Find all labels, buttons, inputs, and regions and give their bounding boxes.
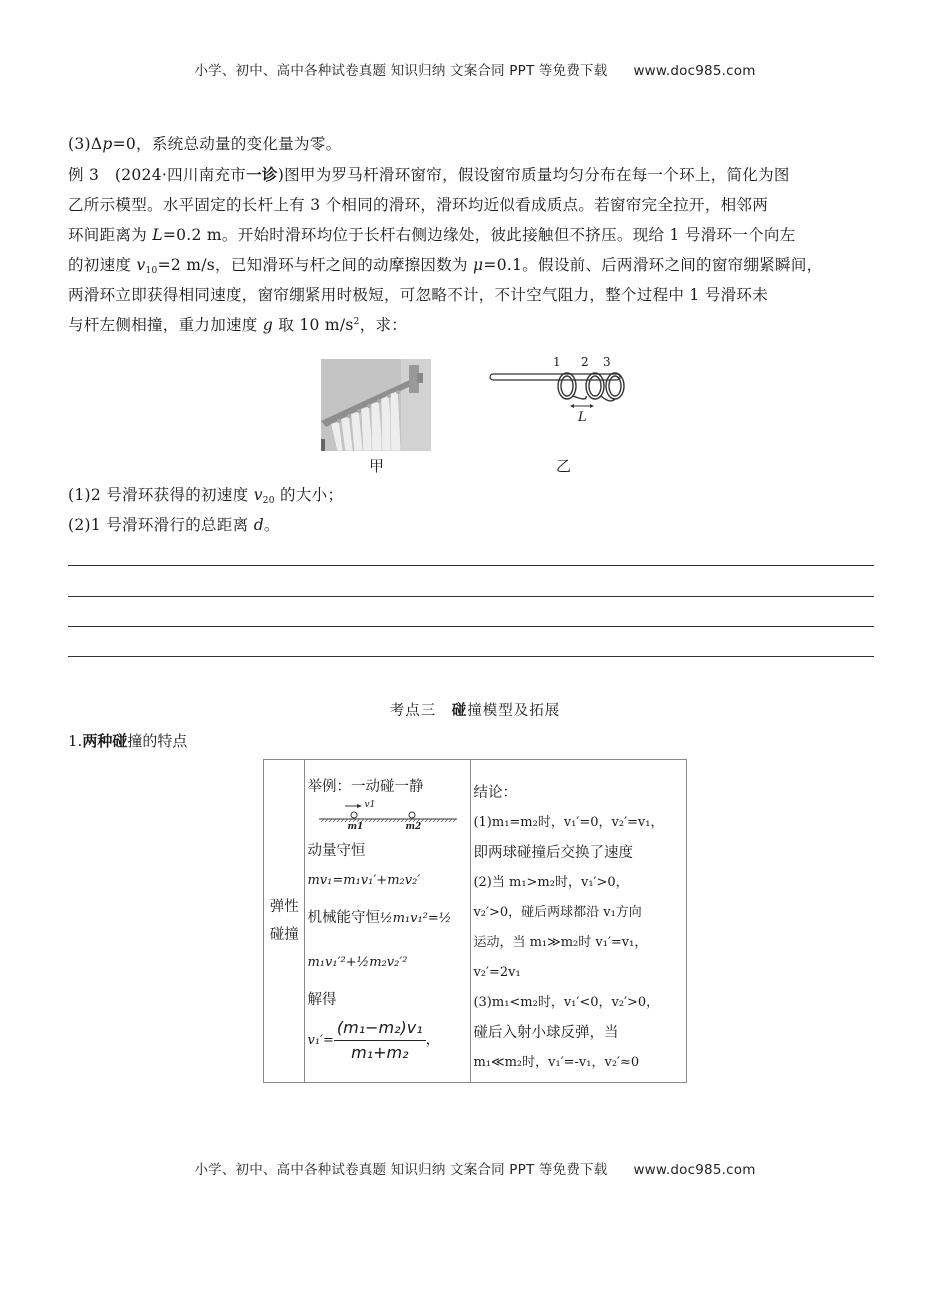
energy-equation-a: ½m₁v₁²=½ [379,911,452,926]
example-text: =0.2 m。开始时滑环均位于长杆右侧边缘处，彼此接触但不挤压。现给 1 号滑环一个向左 [162,226,796,244]
answer-line[interactable] [68,565,874,566]
footer-url[interactable]: www.doc985.com [633,1162,756,1178]
diagram-m2-label: m2 [405,822,422,832]
ring-diagram [488,352,638,442]
example-text: 乙所示模型。水平固定的长杆上有 3 个相同的滑环，滑环均近似看成质点。若窗帘完全拉开，相邻两 [68,196,769,214]
section-bold: 碰 [451,703,468,719]
question-var: v [253,486,263,504]
header-url[interactable]: www.doc985.com [633,63,756,79]
solution-lhs: v₁′= [307,1033,334,1048]
question-text: 的大小； [274,486,344,504]
example-source-bold: 一诊 [246,166,278,184]
intro-rest: =0，系统总动量的变化量为零。 [112,135,342,153]
energy-line [307,896,468,941]
solution-line [307,1015,468,1066]
ring-number-1: 1 [553,355,561,369]
table-row [264,760,687,1083]
solution-denominator: m₁+m₂ [351,1042,409,1062]
example-text: =2 m/s，已知滑环与杆之间的动摩擦因数为 [157,256,474,274]
question-2 [68,510,280,540]
var-sq: 2 [353,317,360,327]
momentum-title: 动量守恒 [307,843,366,859]
energy-title: 机械能守恒 [307,910,380,926]
momentum-equation: mv₁=m₁v₁′+m₂v₂′ [307,873,421,888]
var-L: L [152,226,163,244]
example-caption: 举例：一动碰一静 [307,779,424,795]
intro-var: p [102,135,113,153]
example-text: 图甲为罗马杆滑环窗帘，假设窗帘质量均匀分布在每一个环上，简化为图 [284,166,790,184]
solve-title: 解得 [307,992,337,1008]
footer-text: 小学、初中、高中各种试卷真题 知识归纳 文案合同 PPT 等免费下载 [194,1162,608,1178]
page-header [0,59,950,79]
section-title [0,699,950,720]
conclusion-line: (1)m₁=m₂时，v₁′=0，v₂′=v₁， [473,815,664,830]
answer-line[interactable] [68,626,874,627]
question-text: (2)1 号滑环滑行的总距离 [68,516,254,534]
collision-table [263,759,687,1083]
conclusion-line: (3)m₁<m₂时，v₁′<0，v₂′>0， [473,995,660,1010]
row-header-cell [264,760,305,1083]
question-var-sub: 20 [262,496,275,506]
example-line-2 [68,190,768,220]
example-line-6 [68,310,407,340]
example-source-open: (2024·四川南充市 [114,166,247,184]
solution-tail: ， [425,1032,441,1048]
page-footer [0,1158,950,1178]
example-text: 与杆左侧相撞，重力加速度 [68,316,263,334]
conclusion-line: 运动，当 m₁≫m₂时 v₁′=v₁， [473,935,648,950]
example-text: 的初速度 [68,256,137,274]
example-text: =0.1。假设前、后两滑环之间的窗帘绷紧瞬间， [483,256,823,274]
var-v-sub: 10 [145,266,158,276]
two-balls-on-ground-icon [307,802,467,832]
diagram-v1-label: v1 [364,800,376,810]
example-line-5 [68,280,768,310]
subsection-bold: 两种碰 [82,732,128,750]
answer-line[interactable] [68,596,874,597]
conclusion-line: 即两球碰撞后交换了速度 [473,845,633,861]
conclusion-line: 碰后入射小球反弹，当 [473,1025,619,1041]
conclusion-line: v₂′=2v₁ [473,965,521,980]
example-text: 环间距离为 [68,226,153,244]
distance-label: L [578,410,587,425]
subsection-rest: 撞的特点 [127,732,188,750]
intro-prefix: (3)Δ [68,135,103,153]
question-var: d [253,516,264,534]
conclusion-line: m₁≪m₂时，v₁′=-v₁，v₂′≈0 [473,1055,640,1070]
solution-numerator: (m₁−m₂)v₁ [334,1016,426,1041]
var-mu: μ [473,256,484,274]
conclusion-line: v₂′>0，碰后两球都沿 v₁方向 [473,905,642,920]
question-text: 。 [263,516,280,534]
derivation-cell [305,760,471,1083]
intro-line [68,129,341,159]
ring-number-2: 2 [581,355,589,369]
example-label: 例 3 [68,166,100,184]
conclusion-line: (2)当 m₁>m₂时，v₁′>0， [473,875,629,890]
subsection-number: 1. [68,732,83,750]
answer-line[interactable] [68,656,874,657]
question-text: (1)2 号滑环获得的初速度 [68,486,254,504]
conclusion-title: 结论： [473,785,517,801]
conclusion-cell [471,760,687,1083]
section-prefix: 考点三 [389,703,452,719]
figure-label-right: 乙 [556,457,572,475]
ring-number-3: 3 [603,355,611,369]
var-v: v [136,256,146,274]
example-text: 两滑环立即获得相同速度，窗帘绷紧用时极短，可忽略不计，不计空气阻力，整个过程中 1 号滑环未 [68,286,769,304]
subsection-title [68,730,187,751]
energy-equation-b: m₁v₁′²+½m₂v₂′² [307,955,408,970]
question-1 [68,480,343,510]
example-text: ，求： [359,316,408,334]
example-line-3 [68,220,796,250]
solution-fraction [334,1016,426,1065]
section-rest: 撞模型及拓展 [467,703,561,719]
row-header-line: 碰撞 [269,927,299,943]
curtain-photo [321,359,431,451]
rings-on-rod-icon [488,352,638,442]
diagram-m1-label: m1 [347,822,364,832]
example-source-close: ) [277,166,285,184]
figure-label-left: 甲 [369,457,385,475]
curtain-illustration-icon [321,359,431,451]
row-header-line: 弹性 [269,899,299,915]
header-text: 小学、初中、高中各种试卷真题 知识归纳 文案合同 PPT 等免费下载 [194,63,608,79]
example-line-4 [68,250,822,280]
var-g: g [262,316,274,334]
collision-diagram [307,802,468,832]
example-text: 取 10 m/s [273,316,354,334]
example-line-1 [68,160,790,190]
